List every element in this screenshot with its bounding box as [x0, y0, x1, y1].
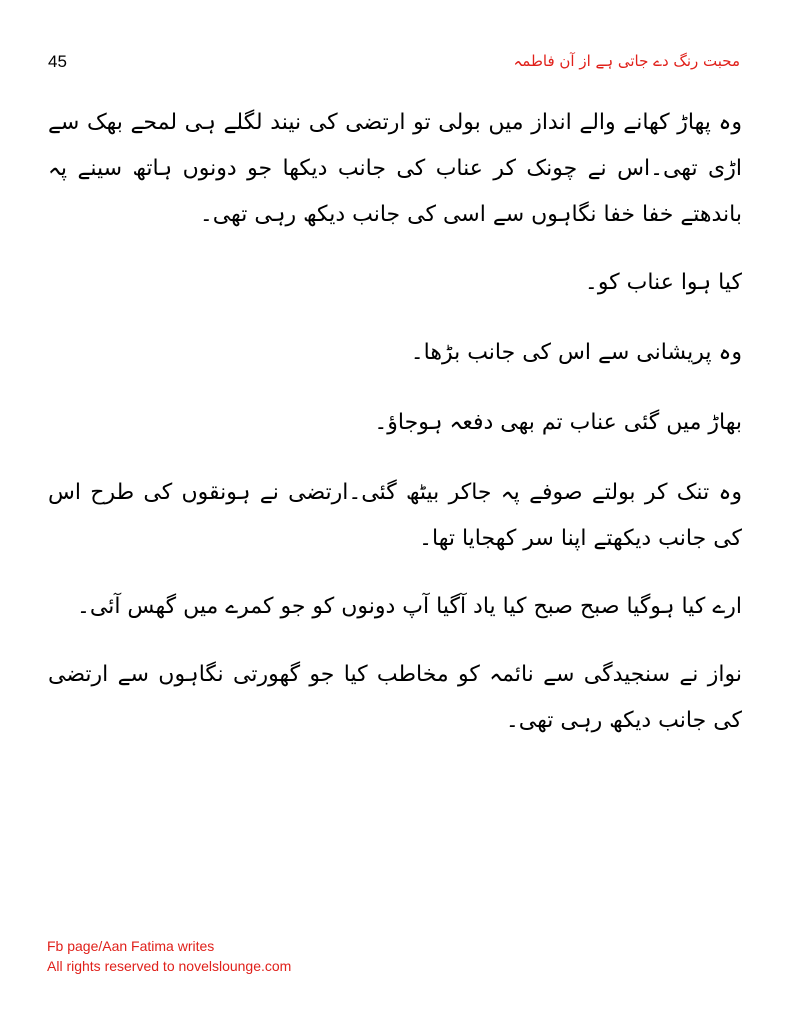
paragraph-2: کیا ہوا عناب کو۔: [584, 270, 742, 295]
footer-page-credit: Fb page/Aan Fatima writes: [47, 938, 215, 954]
paragraph-1: وہ پھاڑ کھانے والے انداز میں بولی تو ارتضی کی نیند لگلے ہی لمحے بھک سے اڑی تھی۔اس نے چونک کر عناب کی جانب دیکھا جو دونوں ہاتھ سینے پہ باندھتے خفا خفا نگاہوں سے اسی کی جانب دیکھ رہی تھی۔: [48, 110, 742, 227]
paragraph-6: ارے کیا ہوگیا صبح صبح کیا یاد آگیا آپ دونوں کو جو کمرے میں گھس آئی۔: [76, 594, 742, 619]
footer-credits: [47, 936, 291, 976]
paragraph-3: وہ پریشانی سے اس کی جانب بڑھا۔: [410, 340, 742, 365]
paragraph-4: بھاڑ میں گئی عناب تم بھی دفعہ ہوجاؤ۔: [374, 410, 742, 435]
page-number: 45: [48, 52, 67, 71]
running-header-title: محبت رنگ دے جاتی ہے از آن فاطمہ: [513, 52, 740, 70]
story-body: [48, 100, 742, 766]
paragraph-7: نواز نے سنجیدگی سے نائمہ کو مخاطب کیا جو گھورتی نگاہوں سے ارتضی کی جانب دیکھ رہی تھی۔: [48, 662, 742, 733]
footer-rights-notice: All rights reserved to novelslounge.com: [47, 958, 292, 974]
paragraph-5: وہ تنک کر بولتے صوفے پہ جاکر بیٹھ گئی۔ارتضی نے ہونقوں کی طرح اس کی جانب دیکھتے اپنا سر کھجایا تھا۔: [48, 480, 742, 551]
